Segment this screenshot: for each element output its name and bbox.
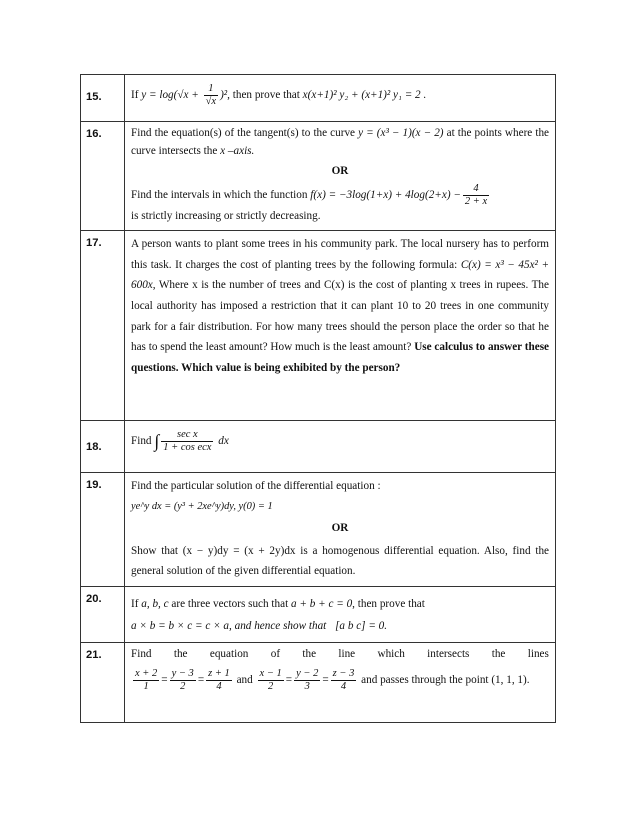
- q16-part-a: [131, 127, 549, 157]
- question-row-16: [81, 122, 556, 231]
- question-number: 16.: [81, 122, 125, 231]
- q17-text2: Where x is the number of trees and C(x) is the cost of planting x trees in rupees. The local authority has imposed a restriction that it can plant 10 to 20 trees in one community park for a fair distribution. For how many trees should the person place the order so that he has to spend the least amount? How much is the least amount?: [131, 279, 549, 354]
- frac-den: 3: [304, 680, 310, 692]
- q20-mid: are three vectors such that: [171, 597, 289, 610]
- q16-part-a-text: Find the equation(s) of the tangent(s) to the curve: [131, 127, 356, 139]
- frac-num: x + 2: [133, 668, 159, 681]
- question-body: [125, 586, 556, 642]
- question-body: [125, 122, 556, 231]
- q21-l1-frac-x: [133, 668, 159, 693]
- frac-den: 2: [180, 680, 186, 692]
- q16-part-b-eq: f(x) = −3log(1+x) + 4log(2+x) −: [310, 188, 461, 201]
- question-number: 21.: [81, 642, 125, 722]
- question-number: 17.: [81, 230, 125, 420]
- q18-fraction: [161, 429, 213, 454]
- question-body: [125, 472, 556, 586]
- question-number: 19.: [81, 472, 125, 586]
- q19-part-b-text: Show that (x − y)dy = (x + 2y)dx is a homogenous differential equation. Also, find the general solution of the given differential equation.: [131, 544, 549, 578]
- question-row-17: [81, 230, 556, 420]
- q21-word: equation: [209, 647, 249, 660]
- question-table: [80, 74, 556, 723]
- q21-word: Find: [131, 647, 152, 660]
- question-row-20: [81, 586, 556, 642]
- q21-l2-frac-y: [294, 668, 320, 693]
- frac-num: y − 2: [294, 668, 320, 681]
- frac-num: x − 1: [258, 668, 284, 681]
- q17-eq: C(x) = x³ − 45x² + 600x,: [131, 258, 550, 292]
- q20-lead: If: [131, 597, 139, 610]
- q21-and: and: [236, 673, 253, 686]
- q15-eq2: x(x+1)² y₂ + (x+1)² y₁ = 2 .: [302, 89, 427, 102]
- q16-fraction: [463, 183, 489, 208]
- question-body: [125, 230, 556, 420]
- q18-lead: Find: [131, 434, 152, 447]
- q21-l2-frac-z: [331, 668, 357, 693]
- question-body: [125, 75, 556, 122]
- q21-word: the: [173, 647, 188, 660]
- q21-word: line: [338, 647, 356, 660]
- q21-word: which: [377, 647, 405, 660]
- q21-word: lines: [527, 647, 549, 660]
- q15-mid: then prove that: [232, 89, 303, 102]
- q16-part-a-axis: x –axis.: [220, 144, 255, 157]
- frac-den: 4: [216, 680, 222, 692]
- q19-part-a-eq: ye^y dx = (y³ + 2xe^y)dy, y(0) = 1: [131, 500, 273, 512]
- q16-frac-den: 2 + x: [464, 195, 488, 207]
- frac-num: y − 3: [170, 668, 196, 681]
- q18-frac-den: 1 + cos ecx: [163, 441, 212, 453]
- q16-frac-num: 4: [463, 183, 489, 196]
- q20-eq1: a + b + c = 0: [290, 597, 353, 610]
- question-row-18: [81, 420, 556, 472]
- q19-part-a-text: Find the particular solution of the differential equation :: [131, 479, 381, 492]
- q20-line1: [131, 593, 549, 615]
- frac-num: z − 3: [331, 668, 357, 681]
- question-row-19: [81, 472, 556, 586]
- q15-fraction: [204, 83, 218, 108]
- q16-part-b-tail: is strictly increasing or strictly decreasing.: [131, 209, 321, 222]
- q20-eq2: a × b = b × c = c × a, and hence show that: [131, 620, 327, 633]
- q18-frac-num: sec x: [161, 429, 213, 442]
- q15-lead: If: [131, 89, 139, 102]
- question-body: [125, 420, 556, 472]
- q21-tail: and passes through the point (1, 1, 1).: [361, 673, 530, 686]
- q21-l2-frac-x: [258, 668, 284, 693]
- q17-text1: A person wants to plant some trees in his community park. The local nursery has to perform this task. It charges the cost of planting trees by the following formula:: [131, 237, 549, 271]
- q17-bold: Use calculus to answer these questions. Which value is being exhibited by the person?: [131, 341, 550, 375]
- q16-part-b: [131, 182, 549, 226]
- question-body: [125, 642, 556, 722]
- q16-part-a-eq: y = (x³ − 1)(x − 2): [358, 127, 444, 139]
- q15-frac-den: √x: [205, 96, 217, 108]
- frac-den: 1: [143, 680, 149, 692]
- or-divider: OR: [331, 521, 349, 534]
- q20-determinant: [a b c] = 0.: [335, 620, 388, 633]
- q21-l1-frac-z: [206, 668, 232, 693]
- question-row-21: [81, 642, 556, 722]
- integral-symbol: ∫: [154, 430, 160, 451]
- question-number: 20.: [81, 586, 125, 642]
- q15-eq1-tail: )²,: [220, 89, 230, 102]
- q21-word: the: [302, 647, 317, 660]
- q21-l1-frac-y: [170, 668, 196, 693]
- q15-eq1: y = log(√x +: [141, 89, 202, 102]
- q21-word: of: [270, 647, 281, 660]
- frac-den: 4: [340, 680, 347, 692]
- frac-den: 2: [268, 680, 274, 692]
- q18-tail: dx: [218, 434, 229, 447]
- q21-line1: [131, 646, 549, 664]
- q16-part-a-tail: at the points where the curve intersects the: [131, 127, 550, 157]
- q16-part-b-text: Find the intervals in which the function: [131, 188, 308, 201]
- frac-num: z + 1: [206, 668, 232, 681]
- or-divider: OR: [331, 164, 349, 177]
- question-row-15: [81, 75, 556, 122]
- question-number: 15.: [81, 75, 125, 122]
- q15-frac-num: 1: [204, 83, 218, 96]
- q20-tail1: , then prove that: [352, 597, 425, 610]
- question-number: 18.: [81, 420, 125, 472]
- q21-word: the: [491, 647, 506, 660]
- q21-line2: $\frac{x + 2}{1}$ = $\frac{y - 3}{2}$ = $\frac{z + 1}{4}$ and $\frac{x - 1}{2}$ = $\frac{y - 2}{3}$ = $\frac{z - 3}{4}$ and passes through the point (1, 1, 1).: [135, 667, 530, 692]
- q21-word: intersects: [427, 647, 470, 660]
- q20-vectors: a, b, c: [141, 597, 169, 610]
- q20-line2: [131, 615, 549, 637]
